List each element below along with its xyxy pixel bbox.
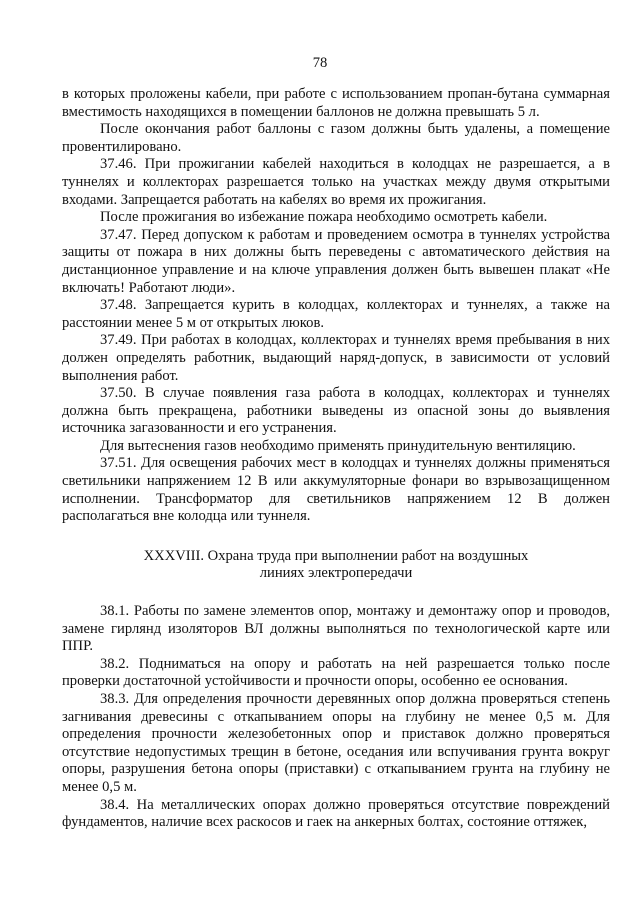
paragraph: 37.50. В случае появления газа работа в колодцах, коллекторах и туннелях должна быть прекращена, работники выведены из опасной зоны до выявления источника загазованности и его устранения. [62,385,610,437]
section-heading [62,548,610,583]
paragraph: 38.1. Работы по замене элементов опор, монтажу и демонтажу опор и проводов, замене гирлянд изоляторов ВЛ должны выполняться по технологической карте или ППР. [62,603,610,655]
paragraph: 38.2. Подниматься на опору и работать на ней разрешается только после проверки достаточной устойчивости и прочности опоры, особенно ее основания. [62,655,610,690]
paragraph: 37.47. Перед допуском к работам и проведением осмотра в туннелях устройства защиты от пожара в них должны быть переведены с автоматического действия на дистанционное управление и на ключе управления должен быть вывешен плакат «Не включать! Работают люди». [62,226,610,296]
section-38-text [62,603,610,832]
paragraph: 37.49. При работах в колодцах, коллекторах и туннелях время пребывания в них должен определять работник, выдающий наряд-допуск, в зависимости от условий выполнения работ. [62,332,610,384]
paragraph: в которых проложены кабели, при работе с использованием пропан-бутана суммарная вместимость находящихся в помещении баллонов не должна превышать 5 л. [62,86,610,120]
paragraph: 37.46. При прожигании кабелей находиться в колодцах не разрешается, а в туннелях и коллекторах разрешается только на участках между двумя открытыми входами. Запрещается работать на кабелях во время их прожигания. [62,156,610,208]
section-37-text [62,86,610,526]
section-heading-line-2: линиях электропередачи [259,565,413,582]
paragraph: 37.51. Для освещения рабочих мест в колодцах и туннелях должны применяться светильники напряжением 12 В или аккумуляторные фонари во взрывозащищенном исполнении. Трансформатор для светильников напряжением 12 В должен располагаться вне колодца или туннеля. [62,455,610,525]
document-body [62,86,610,832]
paragraph: Для вытеснения газов необходимо применять принудительную вентиляцию. [100,437,576,454]
paragraph: 38.3. Для определения прочности деревянных опор должна проверяться степень загнивания древесины с откапыванием опоры на глубину не менее 0,5 м. Для определения прочности железобетонных опор и приставок должно проверяться отсутствие недопустимых трещин в бетоне, оседания или вспучивания грунта вокруг опоры, разрушения бетона опоры (приставки) с откапыванием грунта на глубину не менее 0,5 м. [62,691,610,795]
page-number: 78 [312,55,328,71]
paragraph: После окончания работ баллоны с газом должны быть удалены, а помещение провентилировано. [62,121,610,155]
paragraph: 37.48. Запрещается курить в колодцах, коллекторах и туннелях, а также на расстоянии менее 5 м от открытых люков. [62,297,610,331]
paragraph: После прожигания во избежание пожара необходимо осмотреть кабели. [100,209,548,226]
paragraph: 38.4. На металлических опорах должно проверяться отсутствие повреждений фундаментов, наличие всех раскосов и гаек на анкерных болтах, состояние оттяжек, [62,796,610,831]
section-heading-line-1: XXXVIII. Охрана труда при выполнении работ на воздушных [143,547,529,564]
